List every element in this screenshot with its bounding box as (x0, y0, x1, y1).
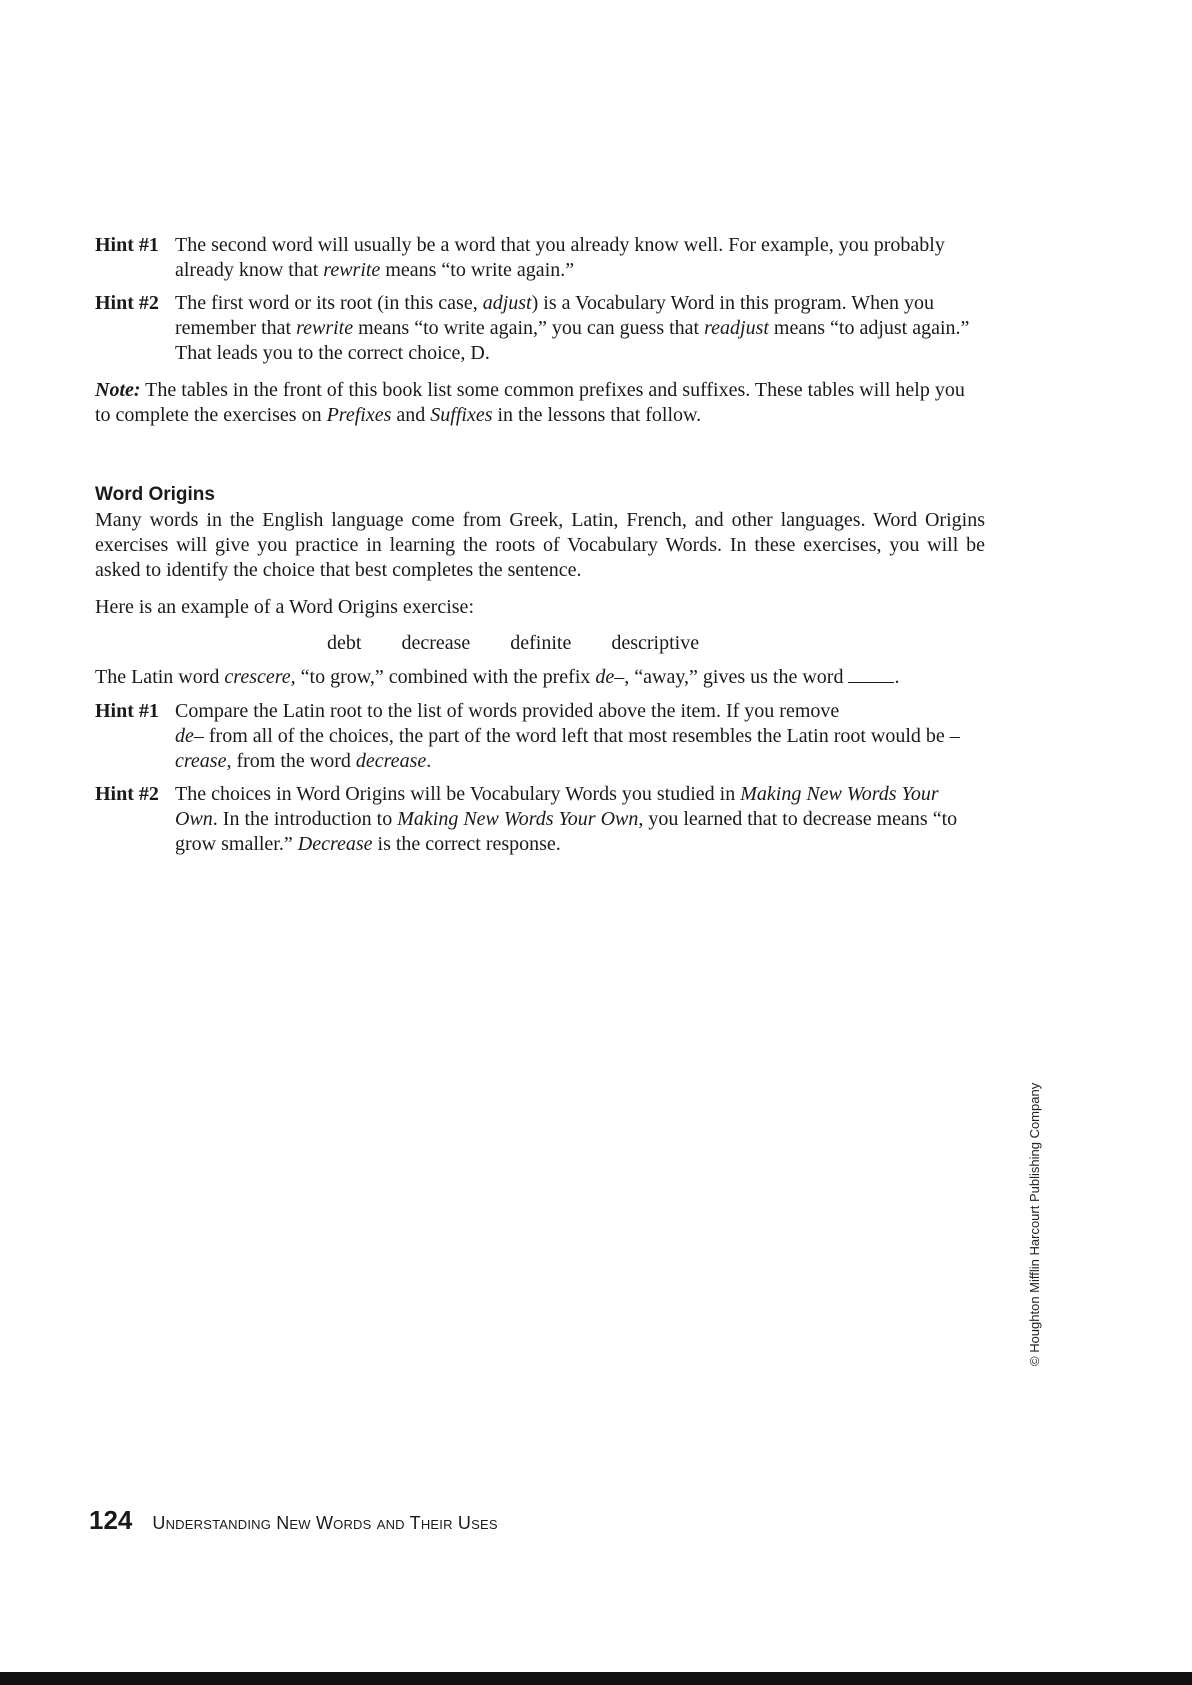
choice-descriptive: descriptive (611, 632, 700, 654)
text-run: is the correct response. (372, 833, 561, 855)
choice-debt: debt (327, 632, 362, 654)
text-run: Compare the Latin root to the list of words provided above the item. If you remove (175, 700, 840, 722)
hint-text (175, 699, 985, 774)
text-run: The first word or its root (in this case, (175, 292, 483, 314)
italic-term: adjust (482, 292, 532, 314)
choice-decrease: decrease (401, 632, 471, 654)
text-run: The second word will usually be a word that you already know well. For example, you probably already know that (175, 234, 945, 281)
italic-term: Prefixes (326, 404, 392, 426)
italic-term: –crease (175, 725, 960, 772)
italic-term: de– (175, 725, 204, 747)
italic-term: readjust (704, 317, 769, 339)
word-origins-paragraph: Many words in the English language come from Greek, Latin, French, and other languages. Word Origins exercises will give you practice in learning the roots of Vocabulary Words. In these exercises, you will be asked to identify the choice that best completes the sentence. (95, 509, 985, 581)
page-number: 124 (89, 1505, 133, 1535)
hint-text (175, 233, 985, 283)
text-run: and (391, 404, 431, 426)
text-run: . (426, 750, 432, 772)
hint-label: Hint #2 (95, 292, 159, 314)
hint-label: Hint #1 (95, 234, 159, 256)
hint-label: Hint #1 (95, 700, 159, 722)
text-run: The tables in the front of this book list some common prefixes and suffixes. These tables will help you to complete the exercises on (95, 379, 965, 426)
italic-term: rewrite (296, 317, 354, 339)
text-run: , you learned that to decrease means “to grow smaller.” (175, 808, 958, 855)
text-run: The choices in Word Origins will be Vocabulary Words you studied in (175, 783, 741, 805)
text-run: , “away,” gives us the word (624, 666, 849, 688)
text-run: . (894, 666, 900, 688)
italic-term: rewrite (323, 259, 381, 281)
text-run: The Latin word (95, 666, 225, 688)
text-run: ) is a Vocabulary Word in this program. When you remember that (175, 292, 935, 339)
text-run: , from the word (226, 750, 356, 772)
italic-term: Decrease (297, 833, 373, 855)
word-origins-hint-2 (95, 782, 985, 857)
exercise-item (95, 665, 985, 690)
bottom-scan-edge (0, 1672, 1192, 1685)
word-choices (327, 631, 985, 656)
text-run: in the lessons that follow. (492, 404, 702, 426)
text-run: “to grow,” combined with the prefix (295, 666, 596, 688)
italic-term: crescere, (224, 666, 296, 688)
hint-2 (95, 291, 985, 366)
text-run: . In the introduction to (212, 808, 398, 830)
page-content (95, 233, 985, 865)
section-heading-word-origins: Word Origins (95, 484, 215, 505)
italic-term: Suffixes (430, 404, 493, 426)
italic-term: de– (595, 666, 625, 688)
copyright-notice: © Houghton Mifflin Harcourt Publishing Company (1027, 1082, 1042, 1366)
answer-blank (848, 666, 894, 683)
example-intro: Here is an example of a Word Origins exercise: (95, 596, 474, 618)
hint-text (175, 782, 985, 857)
text-run: means “to write again,” you can guess that (353, 317, 705, 339)
hint-text (175, 291, 985, 366)
text-run: means “to adjust again.” That leads you to the correct choice, D. (175, 317, 970, 364)
italic-term: Making New Words Your Own (397, 808, 639, 830)
note-label: Note: (95, 379, 141, 401)
choice-definite: definite (510, 632, 572, 654)
hint-label: Hint #2 (95, 783, 159, 805)
word-origins-hint-1 (95, 699, 985, 774)
hint-1 (95, 233, 985, 283)
italic-term: Making New Words Your Own (175, 783, 939, 830)
note-paragraph (95, 378, 985, 428)
page-footer (89, 1505, 498, 1536)
text-run: means “to write again.” (380, 259, 575, 281)
running-title: Understanding New Words and Their Uses (152, 1513, 498, 1533)
text-run: from all of the choices, the part of the word left that most resembles the Latin root would be (203, 725, 950, 747)
italic-term: decrease (355, 750, 427, 772)
